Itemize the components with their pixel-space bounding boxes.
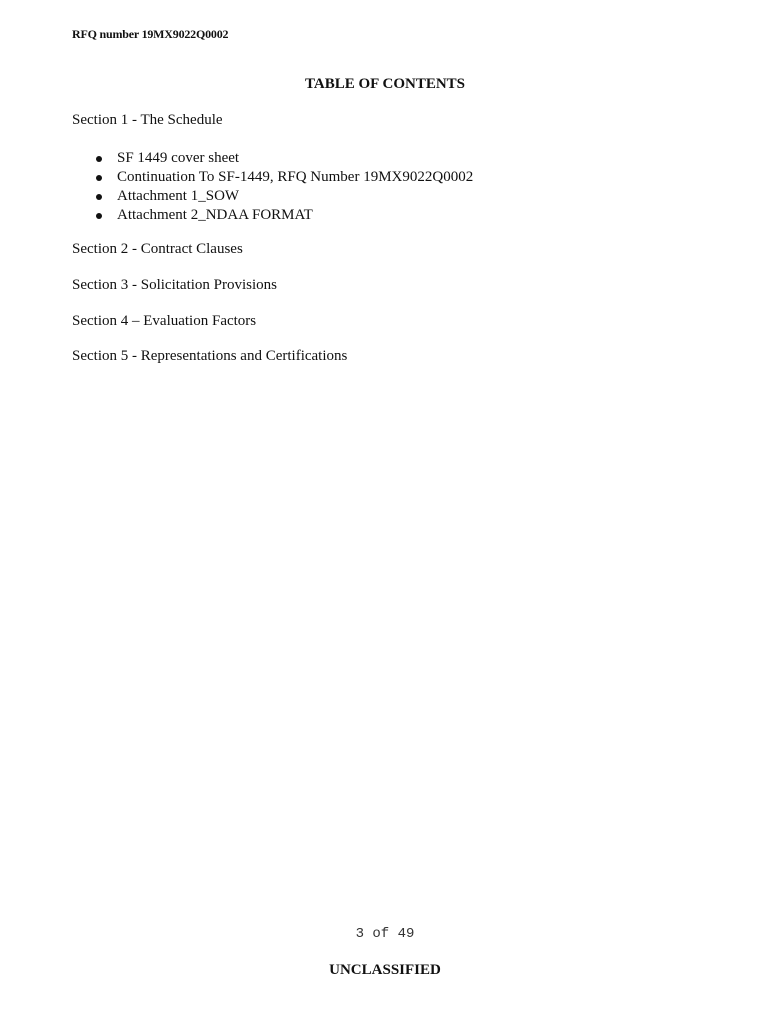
list-item xyxy=(96,206,473,225)
list-item xyxy=(96,168,473,187)
section-1-item-list xyxy=(96,149,473,225)
toc-section-4: Section 4 – Evaluation Factors xyxy=(72,313,257,329)
toc-section-3: Section 3 - Solicitation Provisions xyxy=(72,277,277,293)
rfq-header: RFQ number 19MX9022Q0002 xyxy=(72,27,229,41)
toc-section-5: Section 5 - Representations and Certifications xyxy=(72,348,348,364)
bullet-icon xyxy=(96,213,102,219)
page-number: 3 of 49 xyxy=(355,926,415,942)
list-item-text: Attachment 1_SOW xyxy=(117,188,240,204)
list-item-text: SF 1449 cover sheet xyxy=(117,150,240,166)
list-item-text: Continuation To SF-1449, RFQ Number 19MX9022Q0002 xyxy=(117,169,474,185)
classification-marking: UNCLASSIFIED xyxy=(329,962,441,978)
bullet-icon xyxy=(96,194,102,200)
list-item-text: Attachment 2_NDAA FORMAT xyxy=(117,207,313,223)
toc-title: TABLE OF CONTENTS xyxy=(304,76,466,92)
list-item xyxy=(96,149,473,168)
toc-section-1: Section 1 - The Schedule xyxy=(72,112,223,128)
toc-section-2: Section 2 - Contract Clauses xyxy=(72,241,243,257)
list-item xyxy=(96,187,473,206)
bullet-icon xyxy=(96,156,102,162)
bullet-icon xyxy=(96,175,102,181)
